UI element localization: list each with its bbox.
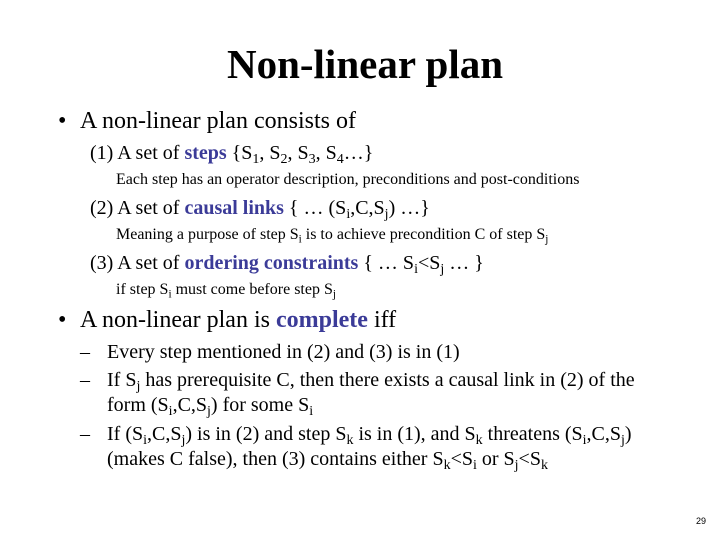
- dash-item-3: – If $(S_i,C,S_j)$ is in (2) and step $S_k$ is in (1), and $S_k$ threatens $(S_i,C,S_j)$: [80, 423, 632, 449]
- keyword-steps: steps: [184, 142, 227, 164]
- page-number: 29: [696, 516, 707, 526]
- note-steps: Each step has an operator description, preconditions and post-conditions: [116, 171, 580, 188]
- bullet-2: • A non-linear plan is complete iff: [58, 307, 397, 333]
- keyword-ordering-constraints: ordering constraints: [184, 252, 359, 274]
- dash-marker: –: [80, 369, 90, 391]
- note-causal-links: Meaning a purpose of step $S_i$ is to achieve precondition C of step $S_j$: [116, 226, 549, 246]
- keyword-complete: complete: [275, 307, 368, 333]
- dash-item-3-continued: (makes C false), then (3) contains either $S_k<S_i$ or $S_j<S_k$: [107, 448, 548, 474]
- dash-marker: –: [80, 423, 90, 445]
- bullet-1-text: A non-linear plan consists of: [80, 108, 356, 134]
- bullet-marker: •: [58, 307, 67, 333]
- item-steps: (1) A set of steps {$S_1$, $S_2$, $S_3$, $S_4\dots$}: [90, 142, 374, 168]
- dash-item-1: – Every step mentioned in (2) and (3) is in (1): [80, 341, 460, 363]
- bullet-marker: •: [58, 108, 67, 134]
- note-ordering-constraints: if step $S_i$ must come before step $S_j$: [116, 281, 336, 301]
- item-causal-links: (2) A set of causal links { … $(S_i,C,S_j)$ …}: [90, 197, 430, 223]
- item-ordering-constraints: (3) A set of ordering constraints { … $S_i<S_j$ … }: [90, 252, 484, 278]
- keyword-causal-links: causal links: [184, 197, 284, 219]
- dash-item-2-continued: form $(S_i,C,S_j)$ for some $S_i$: [107, 394, 314, 420]
- dash-item-2: – If $S_j$ has prerequisite C, then there exists a causal link in (2) of the: [80, 369, 635, 395]
- slide-title: Non-linear plan: [226, 41, 504, 87]
- dash-marker: –: [80, 341, 90, 363]
- bullet-1: [58, 108, 356, 135]
